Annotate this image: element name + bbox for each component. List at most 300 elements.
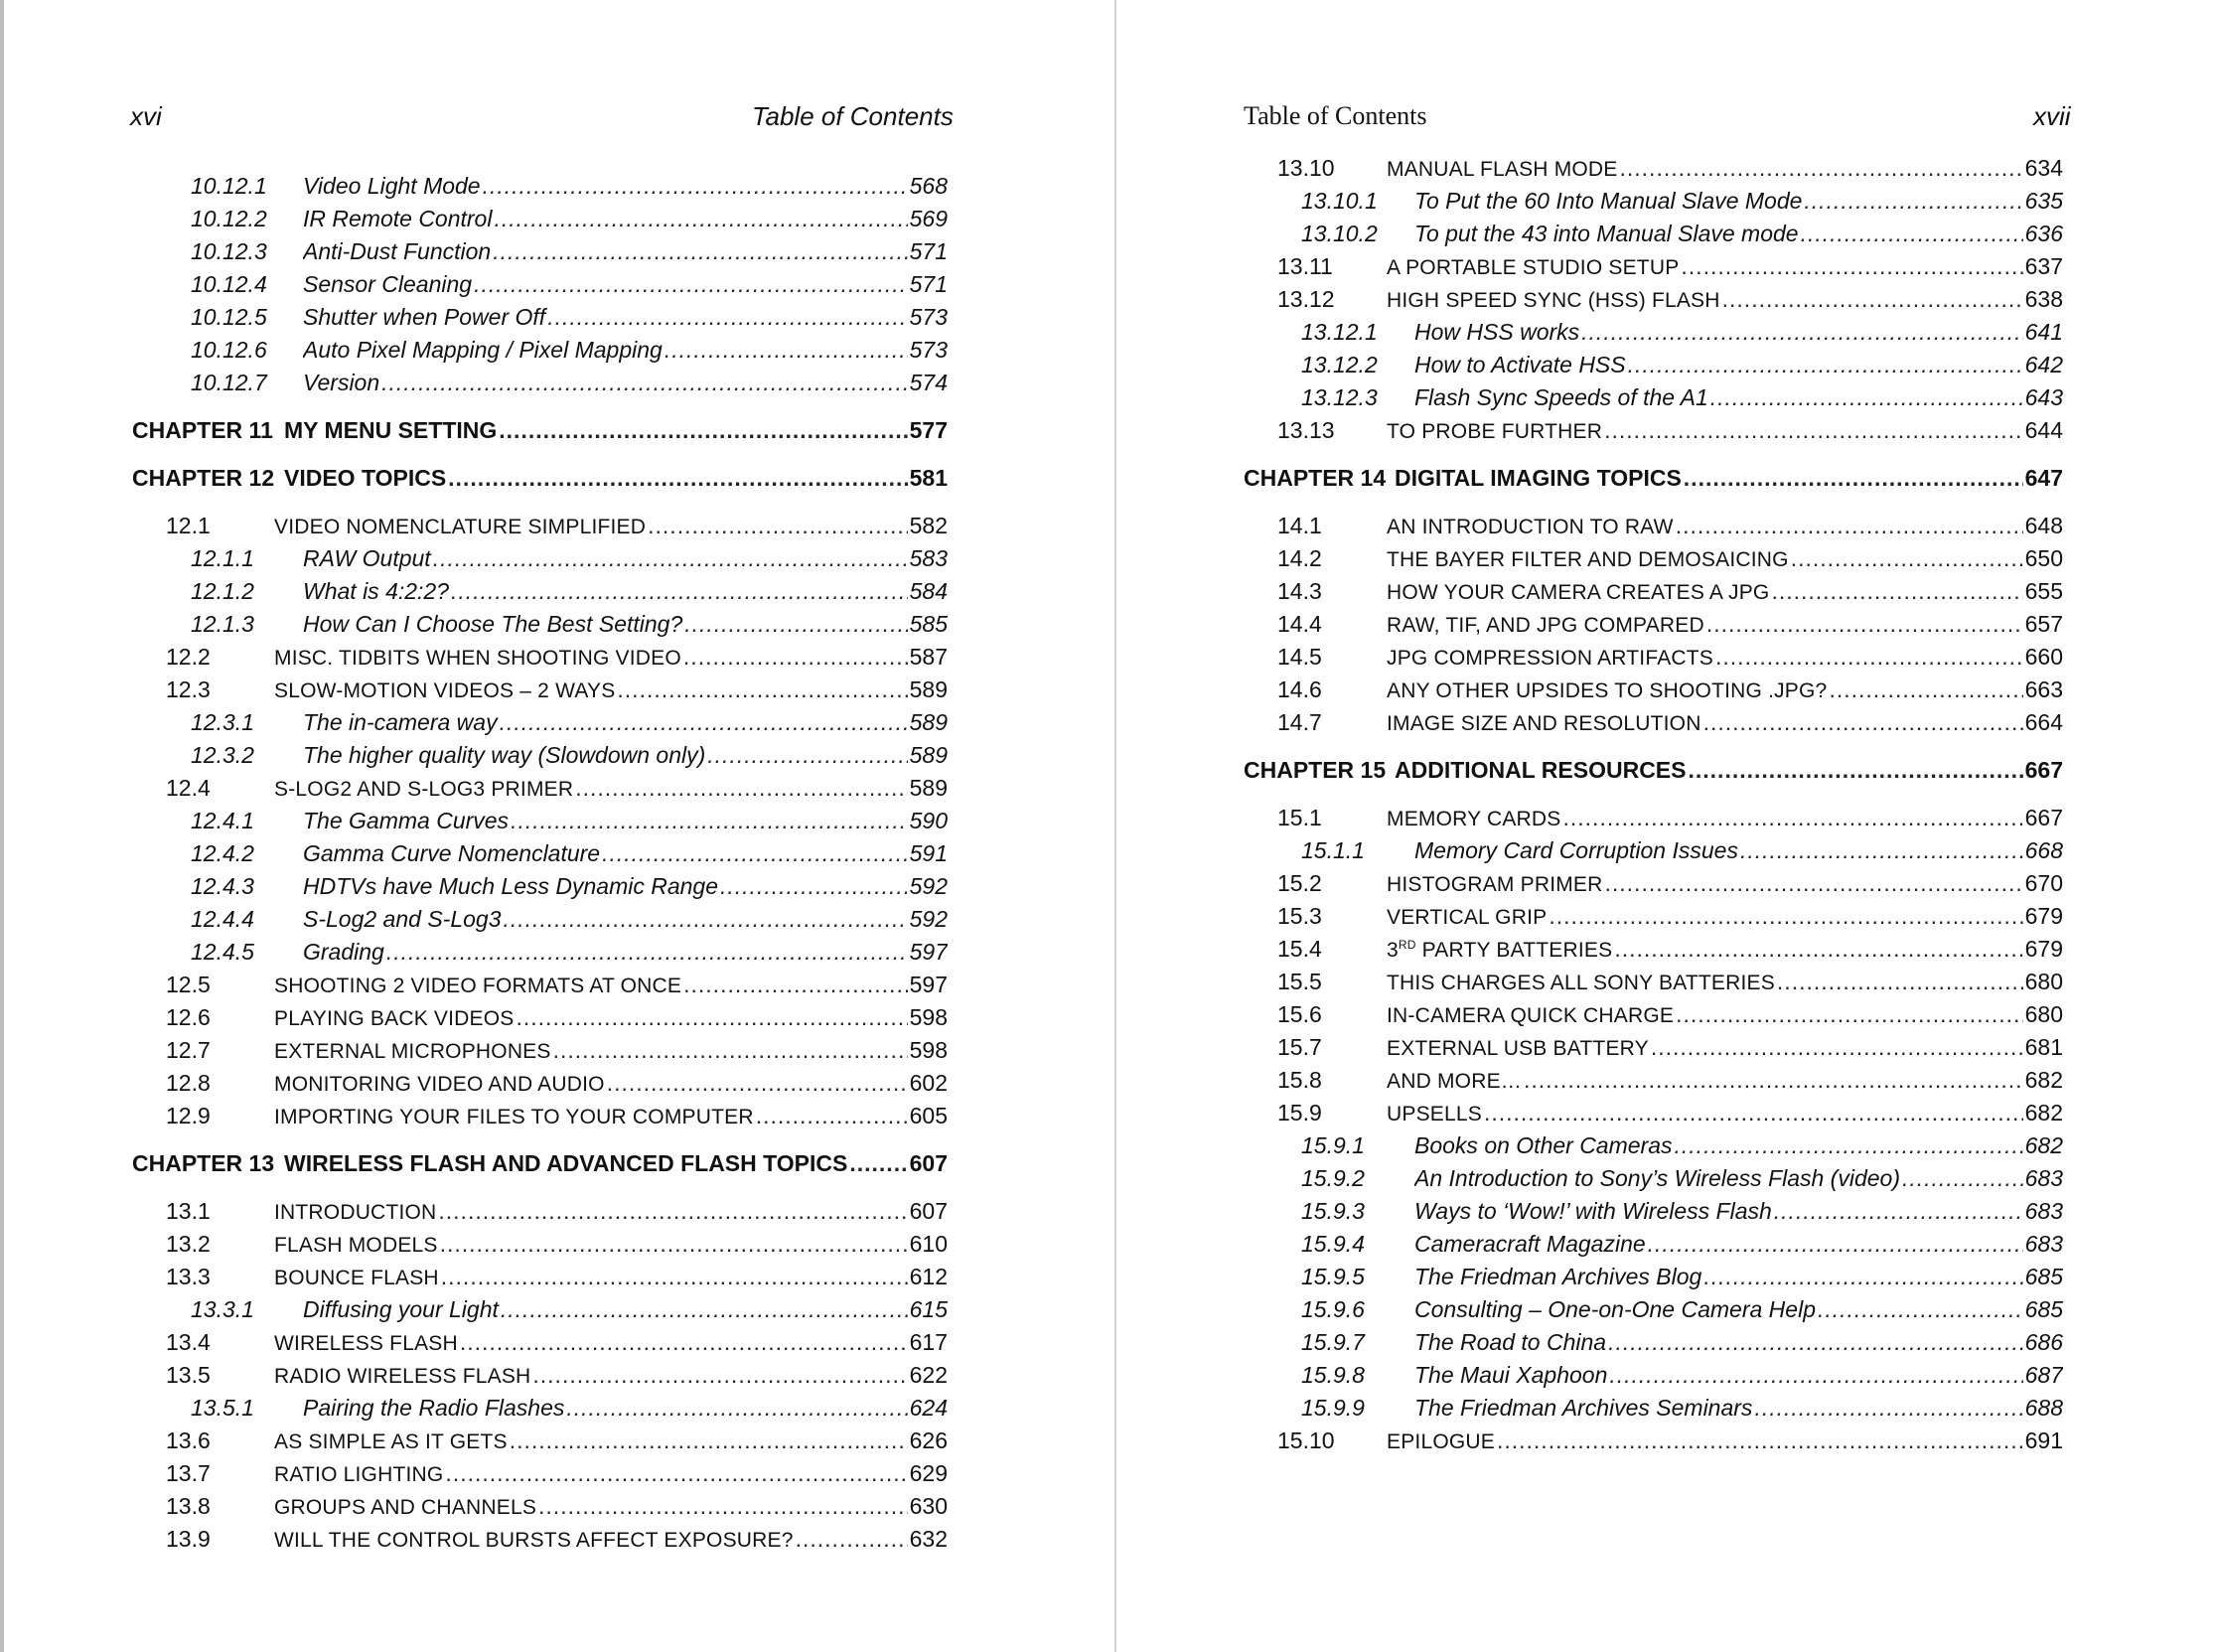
toc-entry-page-number: 634 [2024,155,2063,181]
toc-subsection-entry [1301,834,2063,867]
toc-entry-number: 13.2 [166,1231,211,1257]
toc-entry-page-number: 683 [2024,1198,2063,1224]
dot-leader [1484,1097,2023,1129]
toc-section-entry [166,1457,948,1490]
toc-entry-title: HISTOGRAM PRIMER [1387,873,1603,896]
toc-entry-page-number: 685 [2024,1264,2063,1289]
dot-leader [602,837,908,870]
toc-entry-number: 13.12 [1277,286,1335,312]
toc-entry-number: 13.3 [166,1264,211,1289]
dot-leader [386,936,908,969]
toc-entry-title: The Gamma Curves [303,808,510,833]
dot-leader [381,367,907,399]
dot-leader [511,805,908,837]
toc-entry-title: How to Activate HSS [1414,352,1626,377]
toc-subsection-entry [1301,381,2063,414]
toc-entry-title: THE BAYER FILTER AND DEMOSAICING [1387,548,1789,571]
toc-entry-page-number: 682 [2024,1132,2063,1158]
toc-section-entry [166,1490,948,1523]
dot-leader [553,1034,908,1067]
toc-entry-title: Anti-Dust Function [303,238,492,264]
toc-entry-page-number: 637 [2024,253,2063,279]
toc-entry-number: 12.3.2 [191,742,254,768]
toc-section-entry [166,1261,948,1293]
toc-list-right [1116,0,2216,1652]
dot-leader [438,1195,907,1228]
toc-entry-number: 12.4.3 [191,873,254,899]
toc-entry-number: 13.5 [166,1362,211,1388]
toc-entry-page-number: 589 [909,676,948,702]
dot-leader [1676,998,2023,1031]
toc-section-entry [166,1100,948,1132]
toc-entry-page-number: 605 [909,1103,948,1128]
toc-subsection-entry [1301,1359,2063,1392]
toc-subsection-entry [191,301,948,334]
toc-entry-title: An Introduction to Sony’s Wireless Flash (video) [1414,1165,1900,1191]
toc-entry-title: S-LOG2 AND S-LOG3 PRIMER [274,778,574,801]
dot-leader [665,334,908,367]
right-page [1116,0,2216,1652]
toc-entry-title: BOUNCE FLASH [274,1267,439,1289]
toc-section-entry [1277,900,2063,933]
toc-section-entry [166,969,948,1001]
toc-entry-page-number: 587 [909,644,948,670]
toc-entry-title: ANY OTHER UPSIDES TO SHOOTING .JPG? [1387,679,1828,702]
dot-leader [493,235,907,268]
dot-leader [1791,542,2023,575]
toc-entry-title: The Maui Xaphoon [1414,1362,1608,1388]
dot-leader [566,1392,907,1425]
toc-entry-number: CHAPTER 15 [1244,757,1387,783]
toc-entry-title: HDTVs have Much Less Dynamic Range [303,873,718,899]
dot-leader [1609,1359,2022,1392]
toc-entry-title: RAW Output [303,545,431,571]
toc-entry-title: Auto Pixel Mapping / Pixel Mapping [303,337,663,363]
toc-entry-title: ADDITIONAL RESOURCES [1395,757,1687,783]
dot-leader [1689,754,2023,787]
toc-entry-title: Version [303,370,380,395]
toc-entry-title: SHOOTING 2 VIDEO FORMATS AT ONCE [274,975,682,997]
toc-entry-number: 13.10.1 [1301,188,1378,214]
dot-leader [433,542,908,575]
toc-entry-title: MONITORING VIDEO AND AUDIO [274,1073,605,1096]
toc-section-entry [1277,802,2063,834]
toc-entry-page-number: 589 [909,742,948,768]
toc-section-entry [166,674,948,706]
toc-subsection-entry [1301,1261,2063,1293]
dot-leader [1675,1129,2023,1162]
dot-leader [1804,185,2022,218]
toc-entry-number: 15.2 [1277,870,1322,896]
toc-entry-page-number: 624 [909,1395,948,1421]
toc-entry-page-number: 582 [909,513,948,538]
toc-section-entry [166,772,948,805]
toc-section-entry [1277,414,2063,447]
dot-leader [483,170,908,203]
toc-entry-number: 12.3.1 [191,709,254,735]
toc-entry-title: IMPORTING YOUR FILES TO YOUR COMPUTER [274,1106,754,1128]
dot-leader [532,1359,907,1392]
toc-entry-title: Memory Card Corruption Issues [1414,837,1738,863]
dot-leader [684,608,907,641]
toc-entry-number: 12.2 [166,644,211,670]
toc-subsection-entry [191,739,948,772]
toc-entry-title: What is 4:2:2? [303,578,450,604]
dot-leader [683,969,908,1001]
toc-entry-title: To Put the 60 Into Manual Slave Mode [1414,188,1803,214]
toc-entry-number: 13.6 [166,1427,211,1453]
toc-entry-page-number: 679 [2024,903,2063,929]
dot-leader [720,870,908,903]
toc-entry-number: 15.9.9 [1301,1395,1365,1421]
toc-section-entry [1277,250,2063,283]
toc-entry-number: 12.6 [166,1004,211,1030]
toc-entry-page-number: 682 [2024,1067,2063,1093]
toc-entry-title: TO PROBE FURTHER [1387,420,1603,443]
toc-entry-page-number: 644 [2024,417,2063,443]
toc-subsection-entry [191,903,948,936]
toc-entry-page-number: 691 [2024,1427,2063,1453]
toc-entry-number: 13.11 [1277,253,1333,279]
dot-leader [460,1326,908,1359]
toc-entry-page-number: 592 [909,873,948,899]
toc-section-entry [1277,674,2063,706]
toc-entry-number: 15.10 [1277,1427,1335,1453]
toc-entry-number: CHAPTER 14 [1244,465,1387,491]
toc-subsection-entry [1301,185,2063,218]
dot-leader [648,510,907,542]
toc-entry-title: EPILOGUE [1387,1430,1495,1453]
toc-subsection-entry [191,805,948,837]
toc-entry-number: 13.12.1 [1301,319,1378,345]
toc-chapter-entry [1244,754,2063,787]
dot-leader [1581,316,2022,349]
toc-entry-page-number: 597 [909,939,948,965]
toc-entry-title: VERTICAL GRIP [1387,906,1548,929]
toc-entry-title: EXTERNAL USB BATTERY [1387,1037,1649,1060]
toc-entry-number: 13.9 [166,1526,211,1552]
toc-entry-title: IN-CAMERA QUICK CHARGE [1387,1004,1675,1027]
toc-entry-number: 15.9.4 [1301,1231,1365,1257]
toc-entry-title: JPG COMPRESSION ARTIFACTS [1387,647,1714,670]
dot-leader [1684,462,2023,495]
toc-section-entry [166,1359,948,1392]
toc-subsection-entry [191,268,948,301]
toc-entry-number: 15.7 [1277,1034,1322,1060]
toc-entry-page-number: 642 [2024,352,2063,377]
toc-entry-page-number: 584 [909,578,948,604]
toc-entry-page-number: 581 [909,465,948,491]
toc-entry-title: UPSELLS [1387,1103,1482,1126]
toc-entry-title: S-Log2 and S-Log3 [303,906,502,932]
toc-subsection-entry [191,1392,948,1425]
toc-entry-page-number: 638 [2024,286,2063,312]
toc-entry-title: DIGITAL IMAGING TOPICS [1395,465,1682,491]
toc-entry-number: 14.5 [1277,644,1322,670]
toc-entry-number: 15.6 [1277,1001,1322,1027]
toc-entry-title: THIS CHARGES ALL SONY BATTERIES [1387,972,1775,994]
toc-entry-number: 15.5 [1277,969,1322,994]
toc-entry-number: 13.3.1 [191,1296,254,1322]
toc-entry-title: 3RD PARTY BATTERIES [1387,938,1613,962]
dot-leader [1648,1228,2023,1261]
toc-entry-title: How Can I Choose The Best Setting? [303,611,683,637]
toc-entry-number: 12.1.3 [191,611,254,637]
dot-leader [538,1490,908,1523]
toc-section-entry [166,1001,948,1034]
toc-section-entry [1277,1097,2063,1129]
toc-entry-page-number: 683 [2024,1231,2063,1257]
toc-entry-page-number: 655 [2024,578,2063,604]
toc-entry-page-number: 679 [2024,936,2063,962]
toc-entry-title: How HSS works [1414,319,1580,345]
toc-subsection-entry [1301,1293,2063,1326]
toc-entry-page-number: 617 [909,1329,948,1355]
toc-entry-number: 14.4 [1277,611,1322,637]
dot-leader [1710,381,2023,414]
dot-leader [1715,641,2023,674]
toc-entry-number: 12.3 [166,676,211,702]
dot-leader [1818,1293,2023,1326]
toc-subsection-entry [191,1293,948,1326]
toc-entry-number: 10.12.2 [191,206,267,231]
toc-entry-page-number: 607 [909,1198,948,1224]
toc-entry-number: 14.6 [1277,676,1322,702]
toc-entry-number: 15.9.7 [1301,1329,1365,1355]
toc-entry-number: 12.8 [166,1070,211,1096]
running-head-right: Table of Contents [1244,101,1427,130]
toc-subsection-entry [1301,1326,2063,1359]
dot-leader [1754,1392,2022,1425]
toc-entry-page-number: 668 [2024,837,2063,863]
toc-entry-title: RADIO WIRELESS FLASH [274,1365,531,1388]
dot-leader [500,706,908,739]
dot-leader [683,641,908,674]
toc-entry-number: 15.9.1 [1301,1132,1365,1158]
toc-entry-title: Gamma Curve Nomenclature [303,840,601,866]
toc-entry-page-number: 583 [909,545,948,571]
toc-entry-page-number: 664 [2024,709,2063,735]
toc-entry-page-number: 602 [909,1070,948,1096]
toc-section-entry [166,1195,948,1228]
toc-entry-number: 12.4.1 [191,808,254,833]
toc-entry-title: The in-camera way [303,709,498,735]
toc-entry-page-number: 571 [909,271,948,297]
toc-entry-page-number: 680 [2024,969,2063,994]
page-number-left: xvi [130,101,162,131]
toc-section-entry [1277,706,2063,739]
dot-leader [441,1261,908,1293]
dot-leader [796,1523,908,1556]
toc-subsection-entry [191,936,948,969]
toc-subsection-entry [1301,1129,2063,1162]
toc-entry-page-number: 591 [909,840,948,866]
toc-entry-title: Ways to ‘Wow!’ with Wireless Flash [1414,1198,1772,1224]
toc-entry-page-number: 682 [2024,1100,2063,1126]
toc-entry-page-number: 592 [909,906,948,932]
toc-entry-number: 13.8 [166,1493,211,1519]
toc-subsection-entry [191,575,948,608]
toc-entry-page-number: 687 [2024,1362,2063,1388]
toc-entry-page-number: 573 [909,337,948,363]
toc-entry-page-number: 648 [2024,513,2063,538]
toc-subsection-entry [1301,1228,2063,1261]
toc-entry-number: 10.12.5 [191,304,267,330]
toc-entry-number: 12.9 [166,1103,211,1128]
toc-entry-number: 12.4.5 [191,939,254,965]
toc-entry-title: EXTERNAL MICROPHONES [274,1040,551,1063]
toc-entry-page-number: 667 [2024,757,2063,783]
toc-entry-page-number: 641 [2024,319,2063,345]
toc-section-entry [1277,608,2063,641]
toc-entry-number: 13.13 [1277,417,1335,443]
toc-section-entry [1277,542,2063,575]
toc-entry-title: MY MENU SETTING [284,417,498,443]
toc-entry-title: WIRELESS FLASH AND ADVANCED FLASH TOPICS [284,1150,848,1176]
toc-section-entry [166,1228,948,1261]
toc-entry-title: WIRELESS FLASH [274,1332,458,1355]
dot-leader [451,575,908,608]
toc-entry-page-number: 647 [2024,465,2063,491]
toc-entry-number: 10.12.1 [191,173,267,199]
toc-entry-number: 12.1.2 [191,578,254,604]
dot-leader [1614,933,2022,966]
dot-leader [1497,1425,2023,1457]
toc-subsection-entry [191,235,948,268]
dot-leader [1740,834,2023,867]
toc-entry-page-number: 660 [2024,644,2063,670]
toc-entry-page-number: 683 [2024,1165,2063,1191]
toc-entry-number: 12.4 [166,775,211,801]
dot-leader [756,1100,908,1132]
toc-entry-page-number: 615 [909,1296,948,1322]
toc-entry-number: 13.12.3 [1301,384,1378,410]
toc-section-entry [1277,510,2063,542]
dot-leader [510,1425,908,1457]
toc-section-entry [1277,966,2063,998]
toc-entry-title: Diffusing your Light [303,1296,499,1322]
toc-entry-title: IMAGE SIZE AND RESOLUTION [1387,712,1701,735]
toc-entry-title: Shutter when Power Off [303,304,546,330]
dot-leader [1605,867,2023,900]
toc-entry-page-number: 622 [909,1362,948,1388]
toc-entry-title: HOW YOUR CAMERA CREATES A JPG [1387,581,1770,604]
dot-leader [1801,218,2023,250]
dot-leader [607,1067,908,1100]
toc-entry-number: 13.5.1 [191,1395,254,1421]
toc-entry-title: VIDEO TOPICS [284,465,447,491]
toc-entry-number: CHAPTER 13 [132,1150,275,1176]
dot-leader [617,674,907,706]
toc-subsection-entry [191,837,948,870]
toc-subsection-entry [191,367,948,399]
dot-leader [1628,349,2023,381]
toc-entry-title: The Friedman Archives Seminars [1414,1395,1753,1421]
toc-entry-number: 12.7 [166,1037,211,1063]
toc-entry-title: Sensor Cleaning [303,271,473,297]
toc-entry-number: 12.1 [166,513,211,538]
dot-leader [1771,575,2022,608]
toc-section-entry [1277,867,2063,900]
dot-leader [707,739,907,772]
toc-entry-page-number: 630 [909,1493,948,1519]
toc-entry-number: 15.1 [1277,805,1322,830]
toc-entry-page-number: 688 [2024,1395,2063,1421]
dot-leader [504,903,908,936]
toc-chapter-entry [1244,462,2063,495]
toc-subsection-entry [1301,349,2063,381]
dot-leader [445,1457,907,1490]
toc-entry-page-number: 573 [909,304,948,330]
toc-entry-page-number: 597 [909,972,948,997]
toc-entry-page-number: 635 [2024,188,2063,214]
toc-entry-title: SLOW-MOTION VIDEOS – 2 WAYS [274,679,616,702]
dot-leader [1774,1195,2023,1228]
dot-leader [501,1293,908,1326]
toc-entry-number: 15.9 [1277,1100,1322,1126]
toc-entry-number: 15.9.6 [1301,1296,1365,1322]
dot-leader [494,203,907,235]
toc-entry-number: CHAPTER 11 [132,417,273,443]
dot-leader [1651,1031,2023,1064]
toc-subsection-entry [191,542,948,575]
toc-entry-number: 14.3 [1277,578,1322,604]
toc-entry-title: MEMORY CARDS [1387,808,1561,830]
toc-entry-title: MANUAL FLASH MODE [1387,158,1618,181]
dot-leader [547,301,907,334]
dot-leader [1524,1064,2023,1097]
toc-entry-page-number: 629 [909,1460,948,1486]
toc-section-entry [1277,283,2063,316]
dot-leader [849,1147,907,1180]
toc-section-entry [166,510,948,542]
toc-entry-title: Cameracraft Magazine [1414,1231,1646,1257]
dot-leader [1829,674,2022,706]
toc-entry-page-number: 626 [909,1427,948,1453]
toc-section-entry [1277,575,2063,608]
toc-subsection-entry [1301,1392,2063,1425]
toc-entry-title: PLAYING BACK VIDEOS [274,1007,515,1030]
toc-entry-number: 13.12.2 [1301,352,1378,377]
toc-entry-page-number: 686 [2024,1329,2063,1355]
toc-section-entry [166,1067,948,1100]
toc-entry-number: 10.12.3 [191,238,267,264]
toc-entry-title: Pairing the Radio Flashes [303,1395,565,1421]
toc-entry-number: 12.5 [166,972,211,997]
dot-leader [1902,1162,2023,1195]
toc-subsection-entry [1301,1195,2063,1228]
toc-entry-title: FLASH MODELS [274,1234,438,1257]
dot-leader [1676,510,2023,542]
toc-entry-page-number: 667 [2024,805,2063,830]
toc-entry-number: 15.9.5 [1301,1264,1365,1289]
toc-entry-number: 14.2 [1277,545,1322,571]
toc-entry-title: VIDEO NOMENCLATURE SIMPLIFIED [274,516,647,538]
toc-entry-title: The Friedman Archives Blog [1414,1264,1702,1289]
toc-subsection-entry [191,608,948,641]
toc-entry-title: To put the 43 into Manual Slave mode [1414,221,1799,246]
toc-entry-number: 15.4 [1277,936,1322,962]
dot-leader [575,772,907,805]
toc-entry-title: HIGH SPEED SYNC (HSS) FLASH [1387,289,1720,312]
toc-chapter-entry [132,462,948,495]
toc-entry-number: 13.10.2 [1301,221,1378,246]
dot-leader [1777,966,2023,998]
toc-entry-number: CHAPTER 12 [132,465,275,491]
toc-entry-title: A PORTABLE STUDIO SETUP [1387,256,1680,279]
toc-section-entry [1277,1425,2063,1457]
toc-entry-number: 10.12.6 [191,337,267,363]
